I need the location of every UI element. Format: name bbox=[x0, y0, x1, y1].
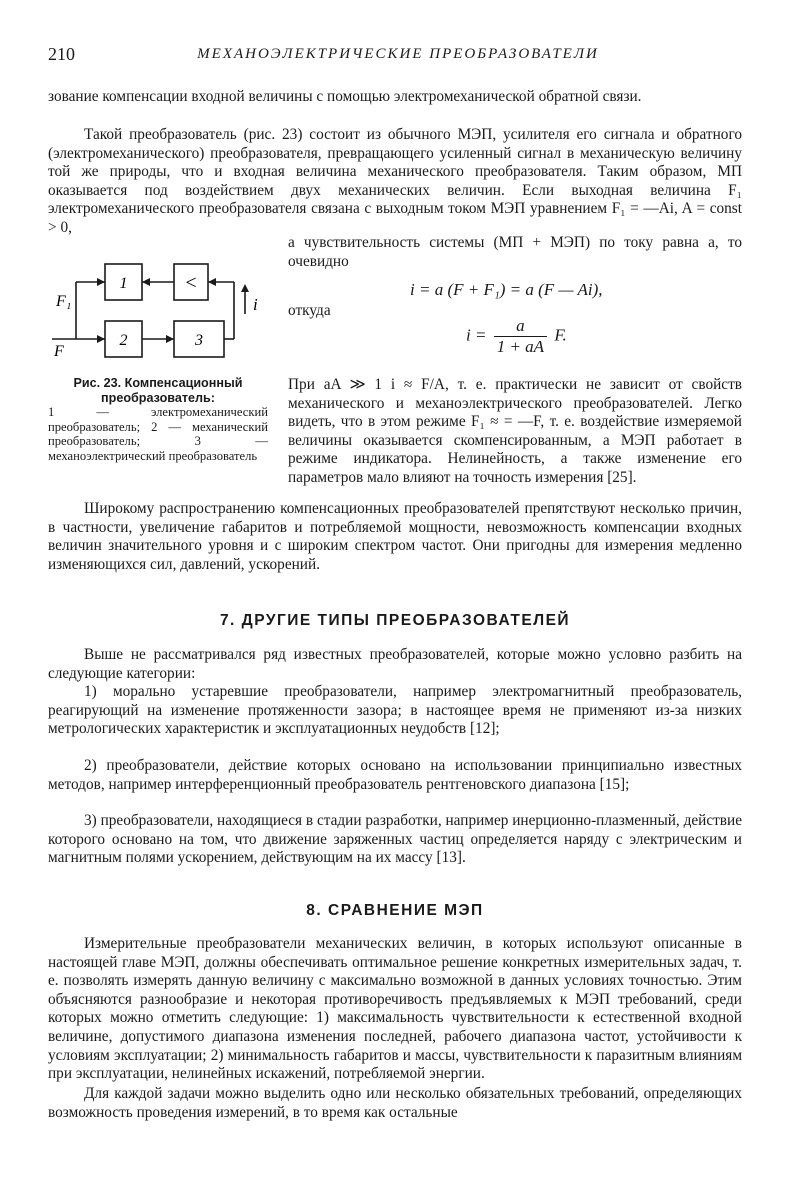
equation-2-denominator: 1 + aA bbox=[496, 337, 545, 356]
paragraph-2: Такой преобразователь (рис. 23) состоит из обычного МЭП, усилителя его сигнала и обратного (электромеханического) преобразователя, превращающего усиленный сигнал в механическую величину той же природы, что и входная величина механического преобразователя. Таким образом, МП оказывается под воздействием двух механических величин. Если выходная величина F₁ электромеханического преобразователя связана с выходным током МЭП уравнением F₁ = —Ai, A = const > 0, bbox=[48, 126, 742, 236]
paragraph-1: зование компенсации входной величины с помощью электромеханической обратной связи. bbox=[48, 88, 642, 105]
caption-description: 1 — электромеханический преобразователь; 2 — механический преобразователь; 3 — механоэлектрический преобразователь bbox=[48, 405, 268, 463]
equation-2-lhs: i = bbox=[466, 325, 487, 345]
section-7-item-2: 2) преобразователи, действие которых основано на использовании принципиально известных методов, например интерференционный преобразователь рентгеновского диапазона [15]; bbox=[48, 757, 742, 793]
paragraph-2-continued: а чувствительность системы (МП + МЭП) по току равна a, то очевидно bbox=[288, 234, 742, 270]
page-number: 210 bbox=[48, 44, 75, 64]
label-f: F bbox=[54, 343, 64, 360]
paragraph-4: Широкому распространению компенсационных преобразователей препятствуют несколько причин, в частности, увеличение габаритов и потребляемой мощности, невозможность компенсации входных величин значительного уровня и с широким спектром частот. Они пригодны для измерения медленно изменяющихся сил, давлений, ускорений. bbox=[48, 500, 742, 573]
block-1 bbox=[105, 264, 142, 300]
block-amplifier bbox=[174, 264, 208, 300]
section-7-item-3: 3) преобразователи, находящиеся в стадии разработки, например инерционно-плазменный, действие которого основано на том, что движение заряженных частиц определяется наряду с электрическим и магнитным полями ускорением, действующим на их массу [13]. bbox=[48, 812, 742, 867]
equation-2-rhs: F. bbox=[554, 325, 567, 345]
equation-2-numerator: a bbox=[494, 316, 547, 337]
section-8-heading: 8. СРАВНЕНИЕ МЭП bbox=[306, 902, 484, 919]
caption-title: Рис. 23. Компенсационный преобразователь: bbox=[73, 376, 243, 405]
block-2 bbox=[105, 321, 142, 357]
equation-2-fraction bbox=[494, 316, 547, 357]
word-otkuda: откуда bbox=[288, 302, 331, 319]
equation-2 bbox=[466, 316, 567, 357]
block-amplifier-label: < bbox=[185, 272, 197, 294]
equation-1: i = a (F + F₁) = a (F — Ai), bbox=[410, 280, 603, 299]
section-7-intro: Выше не рассматривался ряд известных преобразователей, которые можно условно разбить на следующие категории: bbox=[48, 646, 742, 682]
label-current: i bbox=[253, 295, 258, 314]
figure-caption bbox=[48, 376, 268, 463]
label-f1: F₁ bbox=[56, 293, 72, 310]
section-8-paragraph-1: Измерительные преобразователи механических величин, в которых используют описанные в настоящей главе МЭП, должны обеспечивать оптимальное решение конкретных измерительных задач, т. е. позволять измерять данную величину с максимально возможной в данных условиях точностью. Этим объясняются разнообразие и некоторая противоречивость предъявляемых к МЭП требований, среди которых можно отметить следующие: 1) максимальность чувствительности к естественной входной величине, допустимого диапазона изменения последней, рабочего диапазона частот, устойчивости к условиям эксплуатации; 2) минимальность габаритов и массы, чувствительности к паразитным влияниям при эксплуатации, нелинейных искажений, потребляемой энергии. bbox=[48, 935, 742, 1083]
figure-23-diagram bbox=[52, 252, 270, 368]
block-2-label: 2 bbox=[119, 332, 128, 349]
section-8-paragraph-2: Для каждой задачи можно выделить одно или несколько обязательных требований, определяющих возможность проведения измерений, в то время как остальные bbox=[48, 1085, 742, 1121]
block-3-label: 3 bbox=[195, 332, 203, 349]
running-title: МЕХАНОЭЛЕКТРИЧЕСКИЕ ПРЕОБРАЗОВАТЕЛИ bbox=[197, 46, 599, 62]
paragraph-3: При aA ≫ 1 i ≈ F/A, т. е. практически не зависит от свойств механического и механоэлектрического преобразователей. Легко видеть, что в этом режиме F₁ ≈ = —F, т. е. воздействие измеряемой величины оказывается скомпенсированным, а МЭП работает в режиме индикатора. Нелинейность, а также изменение его параметров мало влияют на точность измерения [25]. bbox=[288, 376, 742, 486]
running-header bbox=[48, 44, 748, 70]
section-7-item-1: 1) морально устаревшие преобразователи, например электромагнитный преобразователь, реагирующий на изменение протяженности зазора; в настоящее время не применяют из-за низких метрологических характеристик и эксплуатационных неудобств [12]; bbox=[48, 683, 742, 738]
block-3 bbox=[174, 321, 224, 357]
section-7-heading: 7. ДРУГИЕ ТИПЫ ПРЕОБРАЗОВАТЕЛЕЙ bbox=[219, 612, 571, 629]
block-1-label: 1 bbox=[119, 275, 128, 292]
